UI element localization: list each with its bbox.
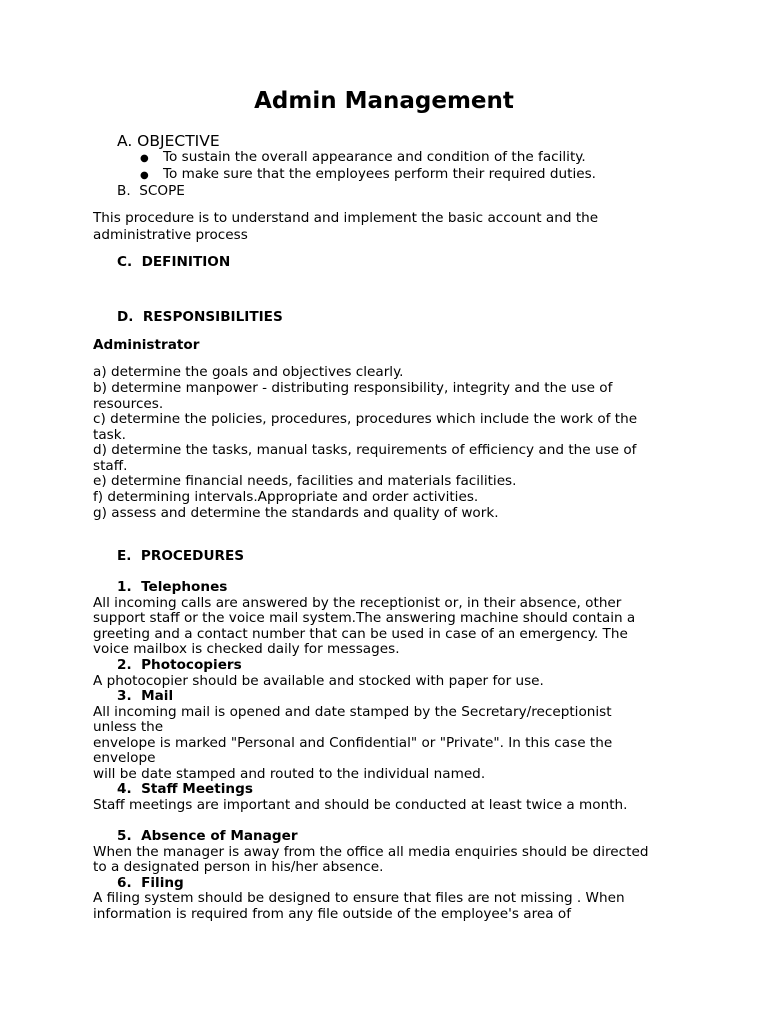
responsibility-line: resources. bbox=[93, 396, 164, 412]
procedure-text-line: All incoming calls are answered by the receptionist or, in their absence, other bbox=[93, 595, 622, 611]
responsibility-line: a) determine the goals and objectives clearly. bbox=[93, 364, 404, 380]
responsibility-line: task. bbox=[93, 427, 126, 443]
procedure-text-line: to a designated person in his/her absence. bbox=[93, 859, 384, 875]
procedure-text-line: envelope is marked "Personal and Confidential" or "Private". In this case the bbox=[93, 735, 613, 751]
procedure-title-mail: 3. Mail bbox=[117, 688, 174, 704]
section-heading-objective: A. OBJECTIVE bbox=[117, 132, 220, 150]
responsibility-line: f) determining intervals.Appropriate and order activities. bbox=[93, 489, 479, 505]
procedure-text-line: will be date stamped and routed to the individual named. bbox=[93, 766, 486, 782]
procedure-text-line: information is required from any file outside of the employee's area of bbox=[93, 906, 571, 922]
procedure-text-line: When the manager is away from the office all media enquiries should be directed bbox=[93, 844, 649, 860]
procedure-text-line: A photocopier should be available and stocked with paper for use. bbox=[93, 673, 544, 689]
procedure-title-telephones: 1. Telephones bbox=[117, 579, 228, 595]
section-heading-scope: B. SCOPE bbox=[117, 183, 185, 199]
responsibility-line: e) determine financial needs, facilities and materials facilities. bbox=[93, 473, 517, 489]
responsibilities-subheading: Administrator bbox=[93, 337, 200, 353]
section-heading-definition: C. DEFINITION bbox=[117, 254, 231, 270]
objective-bullet: To make sure that the employees perform their required duties. bbox=[163, 166, 596, 182]
procedure-title-absence-of-manager: 5. Absence of Manager bbox=[117, 828, 298, 844]
procedure-text-line: greeting and a contact number that can be used in case of an emergency. The bbox=[93, 626, 628, 642]
bullet-icon: ● bbox=[140, 153, 149, 164]
procedure-text-line: envelope bbox=[93, 750, 156, 766]
procedure-text-line: support staff or the voice mail system.The answering machine should contain a bbox=[93, 610, 636, 626]
scope-text-line: administrative process bbox=[93, 227, 248, 243]
procedure-title-filing: 6. Filing bbox=[117, 875, 184, 891]
bullet-icon: ● bbox=[140, 170, 149, 181]
section-heading-responsibilities: D. RESPONSIBILITIES bbox=[117, 309, 283, 325]
document-title: Admin Management bbox=[254, 88, 514, 114]
responsibility-line: b) determine manpower - distributing responsibility, integrity and the use of bbox=[93, 380, 613, 396]
procedure-text-line: All incoming mail is opened and date stamped by the Secretary/receptionist bbox=[93, 704, 612, 720]
procedure-title-photocopiers: 2. Photocopiers bbox=[117, 657, 242, 673]
objective-bullet: To sustain the overall appearance and condition of the facility. bbox=[163, 149, 586, 165]
responsibility-line: c) determine the policies, procedures, procedures which include the work of the bbox=[93, 411, 638, 427]
procedure-text-line: A filing system should be designed to ensure that files are not missing . When bbox=[93, 890, 625, 906]
procedure-text-line: voice mailbox is checked daily for messages. bbox=[93, 641, 400, 657]
procedure-text-line: Staff meetings are important and should be conducted at least twice a month. bbox=[93, 797, 628, 813]
scope-text-line: This procedure is to understand and implement the basic account and the bbox=[93, 210, 599, 226]
procedure-title-staff-meetings: 4. Staff Meetings bbox=[117, 781, 253, 797]
section-heading-procedures: E. PROCEDURES bbox=[117, 548, 245, 564]
responsibility-line: d) determine the tasks, manual tasks, requirements of efficiency and the use of bbox=[93, 442, 637, 458]
responsibility-line: staff. bbox=[93, 458, 128, 474]
procedure-text-line: unless the bbox=[93, 719, 164, 735]
responsibility-line: g) assess and determine the standards and quality of work. bbox=[93, 505, 499, 521]
